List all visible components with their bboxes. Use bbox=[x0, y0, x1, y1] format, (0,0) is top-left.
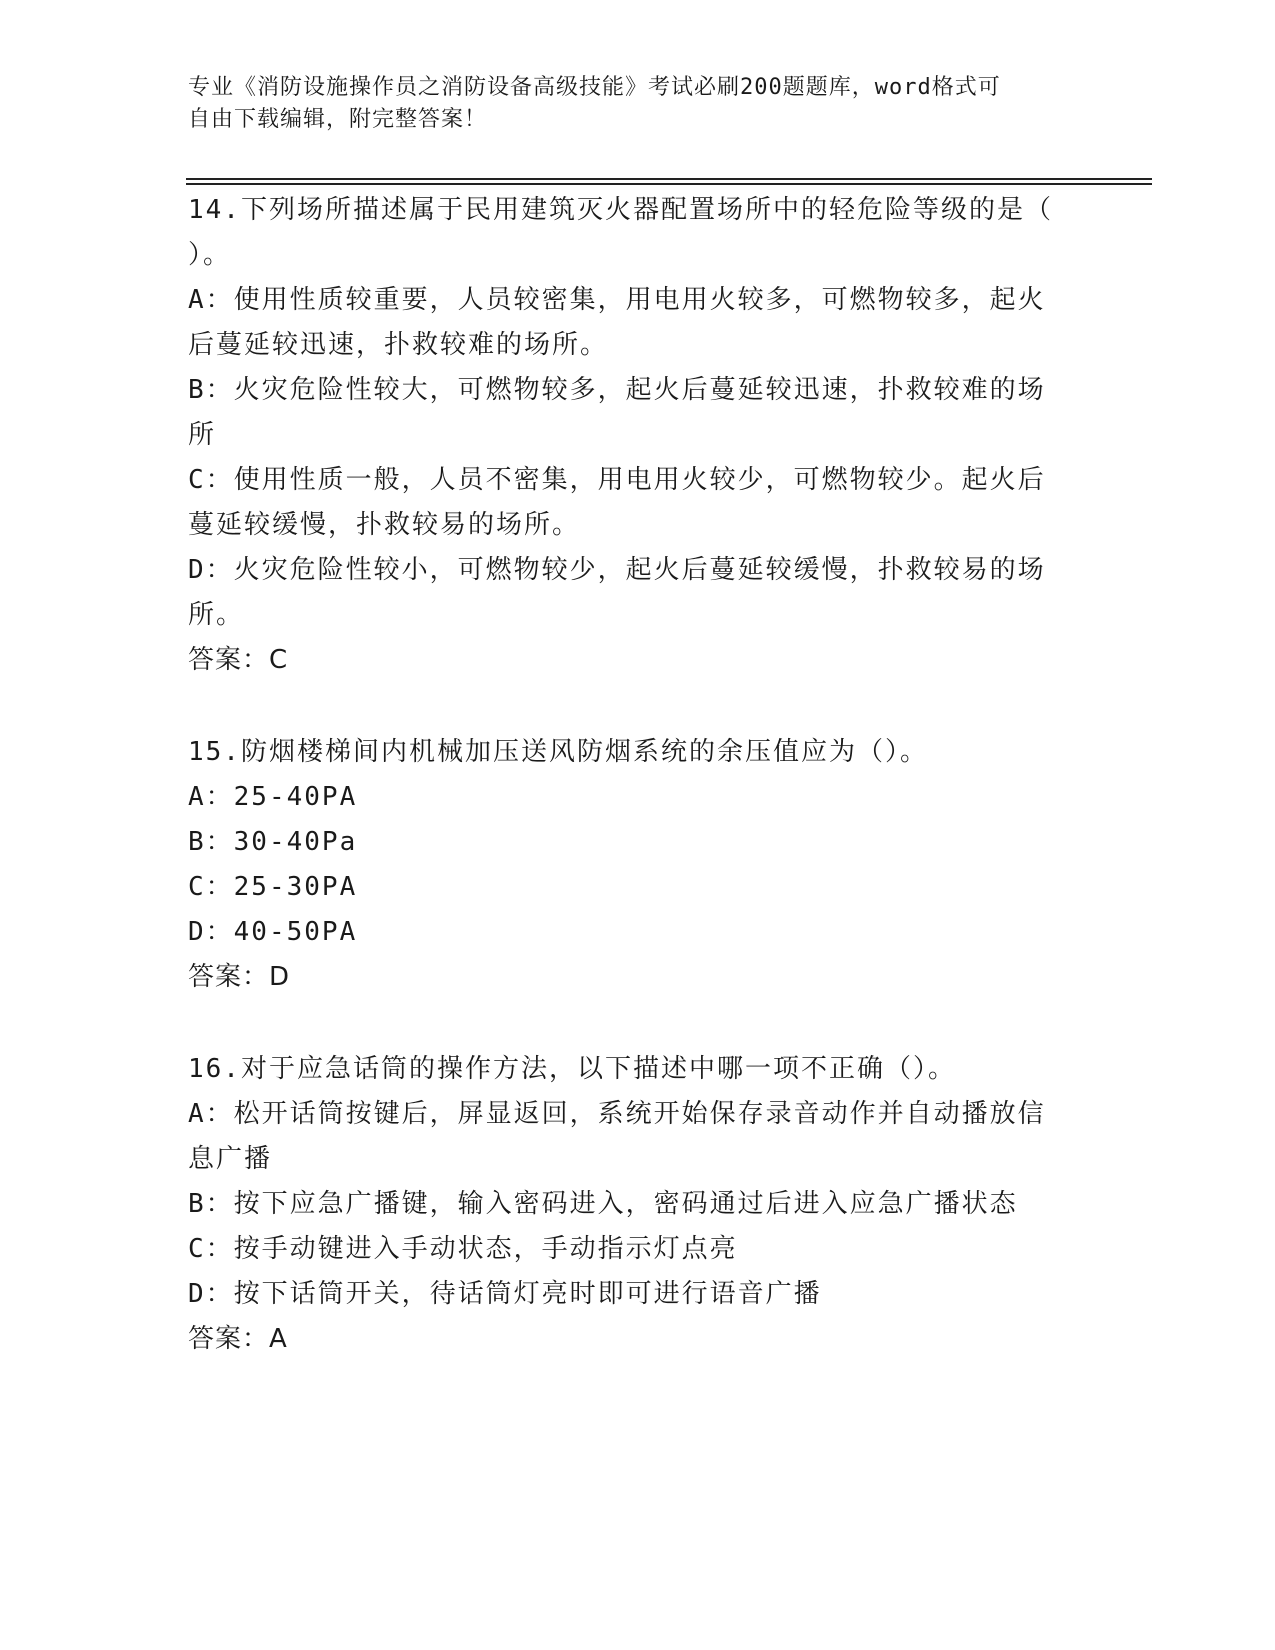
header-divider-top bbox=[186, 178, 1152, 180]
option-d: D：40-50PA bbox=[188, 917, 358, 947]
question-stem: 16.对于应急话筒的操作方法，以下描述中哪一项不正确（）。 bbox=[188, 1054, 956, 1084]
question-stem: 14.下列场所描述属于民用建筑灭火器配置场所中的轻危险等级的是（ bbox=[188, 195, 1053, 225]
answer-line: 答案：A bbox=[188, 1324, 288, 1354]
option-b: B：按下应急广播键，输入密码进入，密码通过后进入应急广播状态 bbox=[188, 1189, 1018, 1219]
option-d: D：按下话筒开关，待话筒灯亮时即可进行语音广播 bbox=[188, 1279, 822, 1309]
option-a: A：25-40PA bbox=[188, 782, 358, 812]
option-b-continued: 所 bbox=[188, 420, 217, 450]
header-line-1: 专业《消防设施操作员之消防设备高级技能》考试必刷200题题库，word格式可 bbox=[188, 75, 1001, 100]
option-c: C：使用性质一般，人员不密集，用电用火较少，可燃物较少。起火后 bbox=[188, 465, 1046, 495]
question-spacer bbox=[188, 1000, 1068, 1047]
answer-line: 答案：C bbox=[188, 645, 289, 675]
option-d-continued: 所。 bbox=[188, 600, 245, 630]
option-b: B：30-40Pa bbox=[188, 827, 358, 857]
option-a-continued: 息广播 bbox=[188, 1144, 273, 1174]
option-a-continued: 后蔓延较迅速，扑救较难的场所。 bbox=[188, 330, 609, 360]
question-spacer bbox=[188, 683, 1068, 730]
option-a: A：使用性质较重要，人员较密集，用电用火较多，可燃物较多，起火 bbox=[188, 285, 1046, 315]
question-list bbox=[188, 188, 1068, 1362]
page-header bbox=[188, 72, 1068, 136]
option-a: A：松开话筒按键后，屏显返回，系统开始保存录音动作并自动播放信 bbox=[188, 1099, 1046, 1129]
question-14 bbox=[188, 188, 1068, 683]
question-stem-continued: ）。 bbox=[188, 240, 232, 270]
question-16 bbox=[188, 1047, 1068, 1362]
header-divider-bottom bbox=[186, 183, 1152, 185]
option-c: C：25-30PA bbox=[188, 872, 358, 902]
header-line-2: 自由下载编辑，附完整答案！ bbox=[188, 107, 488, 132]
answer-line: 答案：D bbox=[188, 962, 291, 992]
option-c-continued: 蔓延较缓慢，扑救较易的场所。 bbox=[188, 510, 581, 540]
question-stem: 15.防烟楼梯间内机械加压送风防烟系统的余压值应为（）。 bbox=[188, 737, 928, 767]
option-c: C：按手动键进入手动状态，手动指示灯点亮 bbox=[188, 1234, 738, 1264]
question-15 bbox=[188, 730, 1068, 1000]
option-d: D：火灾危险性较小，可燃物较少，起火后蔓延较缓慢，扑救较易的场 bbox=[188, 555, 1046, 585]
option-b: B：火灾危险性较大，可燃物较多，起火后蔓延较迅速，扑救较难的场 bbox=[188, 375, 1046, 405]
